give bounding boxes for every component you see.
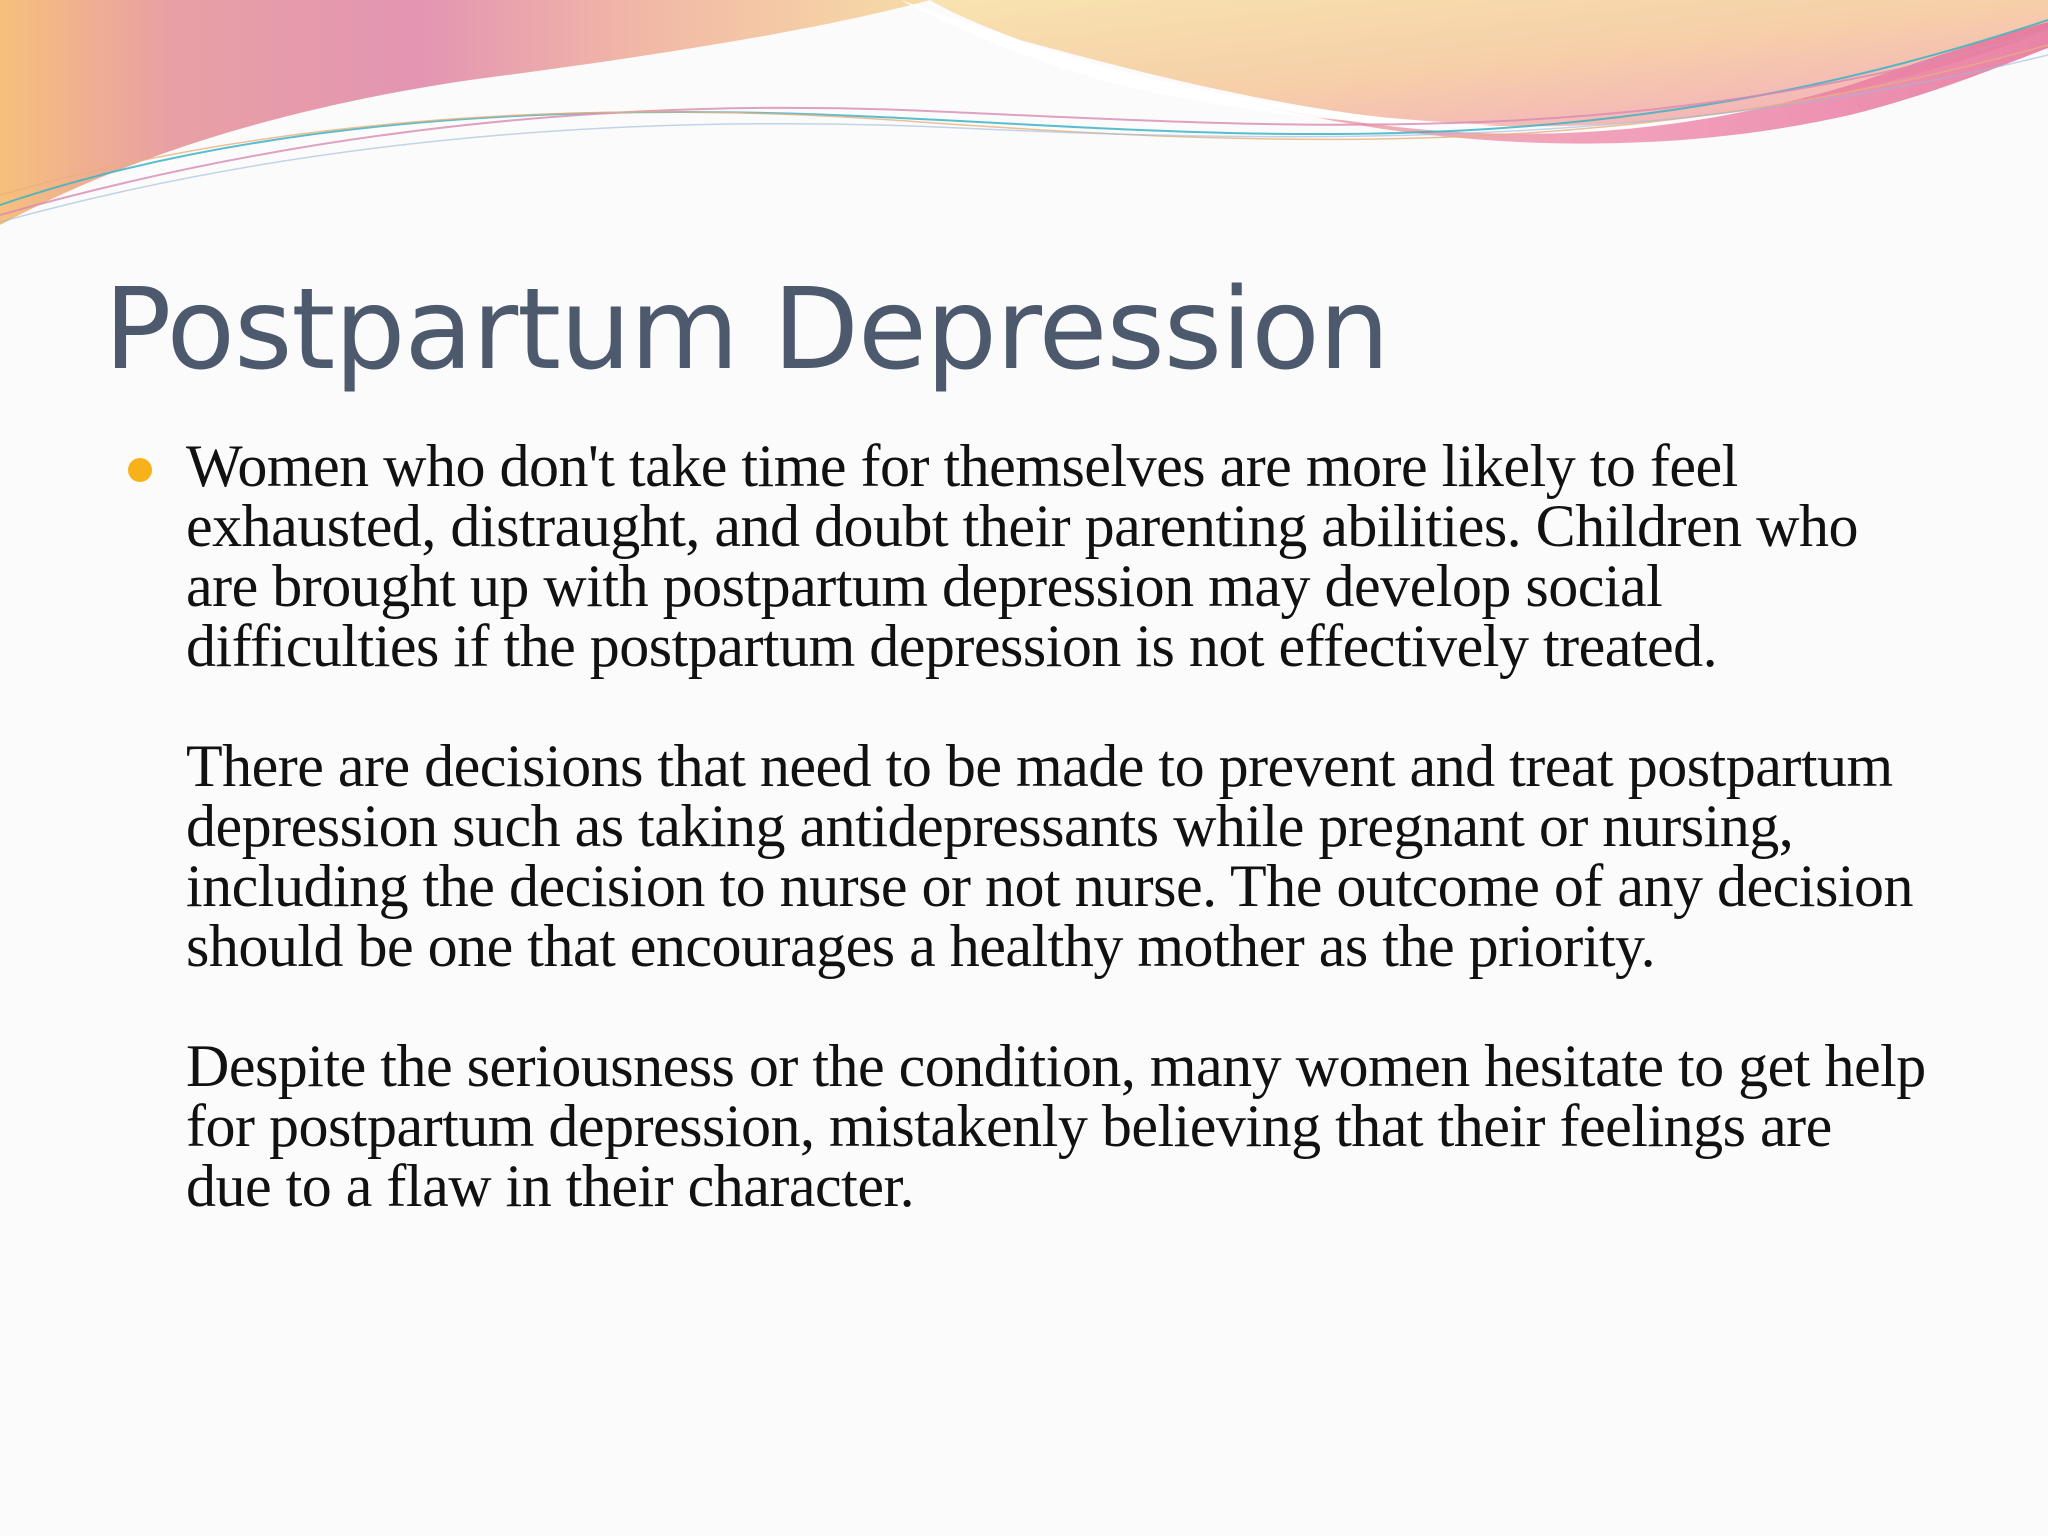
bullet-item bbox=[0, 433, 1926, 1219]
paragraph-decisions: There are decisions that need to be made to prevent and treat postpartum depression such as taking antidepressants while pregnant or nursing, including the decision to nurse or not nurse. The outcome of any decision should be one that encourages a healthy mother as the priority. bbox=[186, 733, 1913, 979]
paragraph-hesitation: Despite the seriousness or the condition, many women hesitate to get help for postpartum depression, mistakenly believing that their feelings are due to a flaw in their character. bbox=[186, 1033, 1926, 1219]
header-wave-decoration bbox=[0, 0, 2048, 240]
slide-title: Postpartum Depression bbox=[104, 265, 1389, 395]
bullet-list bbox=[0, 433, 2048, 1219]
bullet-dot-icon bbox=[128, 458, 152, 482]
paragraph-consequences: Women who don't take time for themselves are more likely to feel exhausted, distraught, and doubt their parenting abilities. Children who are brought up with postpartum depression may develop social difficulties if the postpartum depression is not effectively treated. bbox=[186, 433, 1858, 679]
